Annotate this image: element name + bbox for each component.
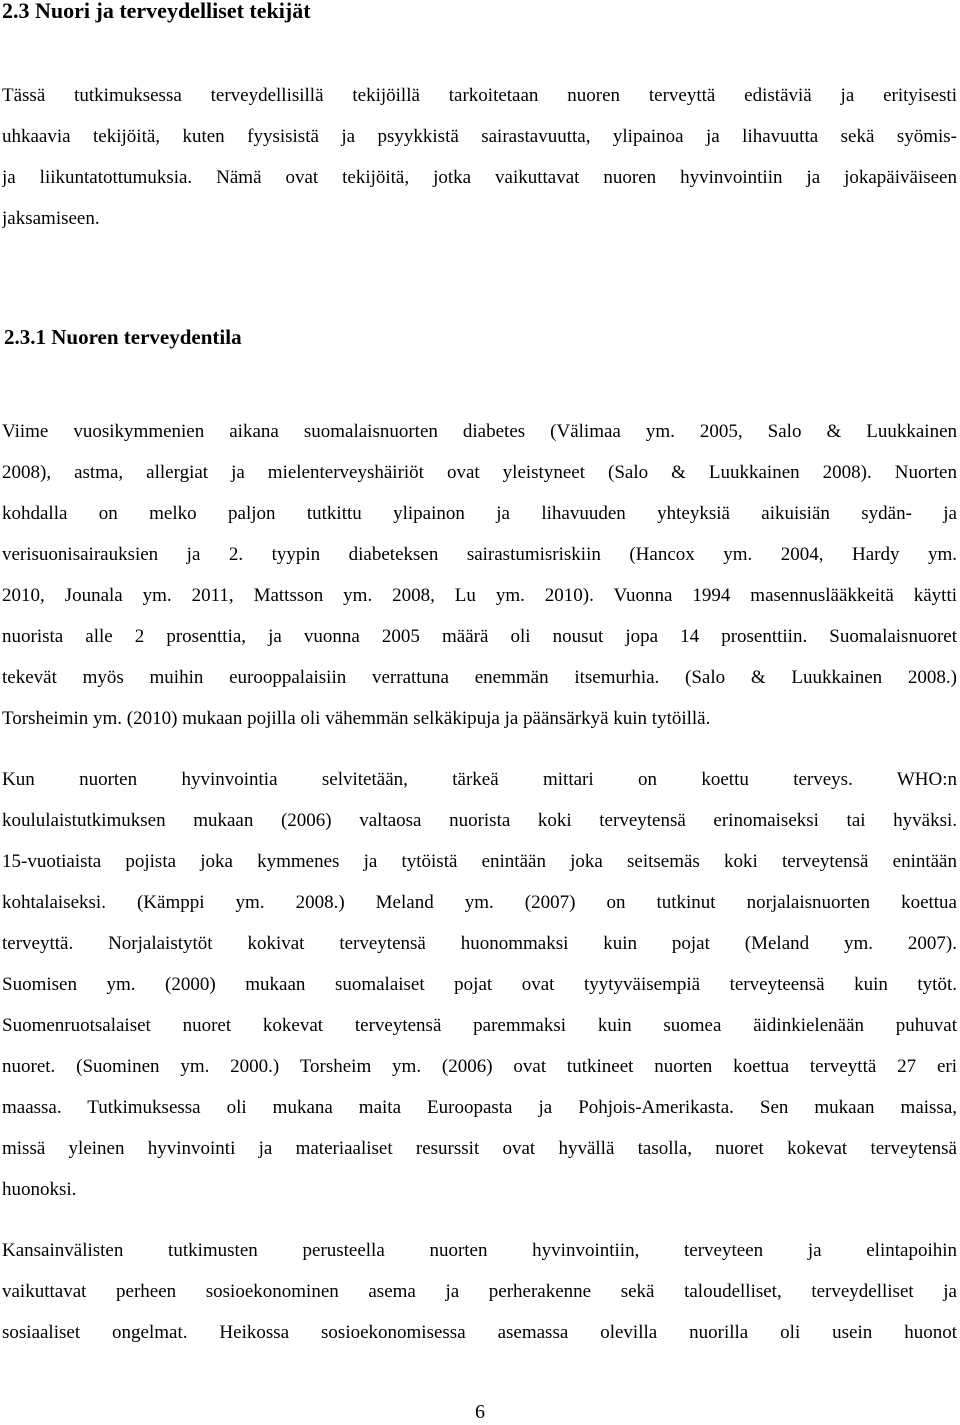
text-line: nuoret. (Suominen ym. 2000.) Torsheim ym. (2006) ovat tutkineet nuorten koettua terveyttä 27 eri <box>2 1056 957 1077</box>
text-line: Viime vuosikymmenien aikana suomalaisnuorten diabetes (Välimaa ym. 2005, Salo & Luukkainen <box>2 421 957 442</box>
text-line: vaikuttavat perheen sosioekonominen asema ja perherakenne sekä taloudelliset, terveydelliset ja <box>2 1281 957 1302</box>
paragraph-intro <box>2 75 957 239</box>
text-line: kohtalaiseksi. (Kämppi ym. 2008.) Meland ym. (2007) on tutkinut norjalaisnuorten koettua <box>2 892 957 913</box>
text-line: Suomenruotsalaiset nuoret kokevat terveytensä paremmaksi kuin suomea äidinkielenään puhuvat <box>2 1015 957 1036</box>
text-line: Suomisen ym. (2000) mukaan suomalaiset pojat ovat tyytyväisempiä terveyteensä kuin tytöt. <box>2 974 957 995</box>
paragraph-perceived-health <box>2 759 957 1210</box>
subsection-title: 2.3.1 Nuoren terveydentila <box>4 325 242 349</box>
text-line: maassa. Tutkimuksessa oli mukana maita Euroopasta ja Pohjois-Amerikasta. Sen mukaan maissa, <box>2 1097 957 1118</box>
text-line: terveyttä. Norjalaistytöt kokivat terveytensä huonommaksi kuin pojat (Meland ym. 2007). <box>2 933 957 954</box>
text-line: nuorista alle 2 prosenttia, ja vuonna 2005 määrä oli nousut jopa 14 prosenttiin. Suomalaisnuoret <box>2 626 957 647</box>
text-line: ja liikuntatottumuksia. Nämä ovat tekijöitä, jotka vaikuttavat nuoren hyvinvointiin ja jokapäiväiseen <box>2 167 957 188</box>
text-line: missä yleinen hyvinvointi ja materiaaliset resurssit ovat hyvällä tasolla, nuoret kokevat terveytensä <box>2 1138 957 1159</box>
paragraph-international-studies <box>2 1230 957 1353</box>
text-line: verisuonisairauksien ja 2. tyypin diabeteksen sairastumisriskiin (Hancox ym. 2004, Hardy ym. <box>2 544 957 565</box>
text-line: 2010, Jounala ym. 2011, Mattsson ym. 2008, Lu ym. 2010). Vuonna 1994 masennuslääkkeitä käytti <box>2 585 957 606</box>
text-line: jaksamiseen. <box>2 208 100 229</box>
text-line: kohdalla on melko paljon tutkittu ylipainon ja lihavuuden yhteyksiä aikuisiän sydän- ja <box>2 503 957 524</box>
text-line: 2008), astma, allergiat ja mielenterveyshäiriöt ovat yleistyneet (Salo & Luukkainen 2008). Nuorten <box>2 462 957 483</box>
text-line: huonoksi. <box>2 1179 77 1200</box>
text-line: Tässä tutkimuksessa terveydellisillä tekijöillä tarkoitetaan nuoren terveyttä edistäviä ja erityisesti <box>2 85 957 106</box>
text-line: sosiaaliset ongelmat. Heikossa sosioekonomisessa asemassa olevilla nuorilla oli usein huonot <box>2 1322 957 1343</box>
text-line: koululaistutkimuksen mukaan (2006) valtaosa nuorista koki terveytensä erinomaiseksi tai hyväksi. <box>2 810 957 831</box>
section-title: 2.3 Nuori ja terveydelliset tekijät <box>2 0 311 23</box>
text-line: 15-vuotiaista pojista joka kymmenes ja tytöistä enintään joka seitsemäs koki terveytensä enintään <box>2 851 957 872</box>
text-line: tekevät myös muihin eurooppalaisiin verrattuna enemmän itsemurhia. (Salo & Luukkainen 2008.) <box>2 667 957 688</box>
text-line: Kansainvälisten tutkimusten perusteella nuorten hyvinvointiin, terveyteen ja elintapoihin <box>2 1240 957 1261</box>
text-line: Kun nuorten hyvinvointia selvitetään, tärkeä mittari on koettu terveys. WHO:n <box>2 769 957 790</box>
text-line: Torsheimin ym. (2010) mukaan pojilla oli vähemmän selkäkipuja ja päänsärkyä kuin tytöillä. <box>2 708 711 729</box>
page-number: 6 <box>475 1401 485 1423</box>
paragraph-health-status <box>2 411 957 739</box>
text-line: uhkaavia tekijöitä, kuten fyysisistä ja psyykkistä sairastavuutta, ylipainoa ja lihavuutta sekä syömis- <box>2 126 957 147</box>
